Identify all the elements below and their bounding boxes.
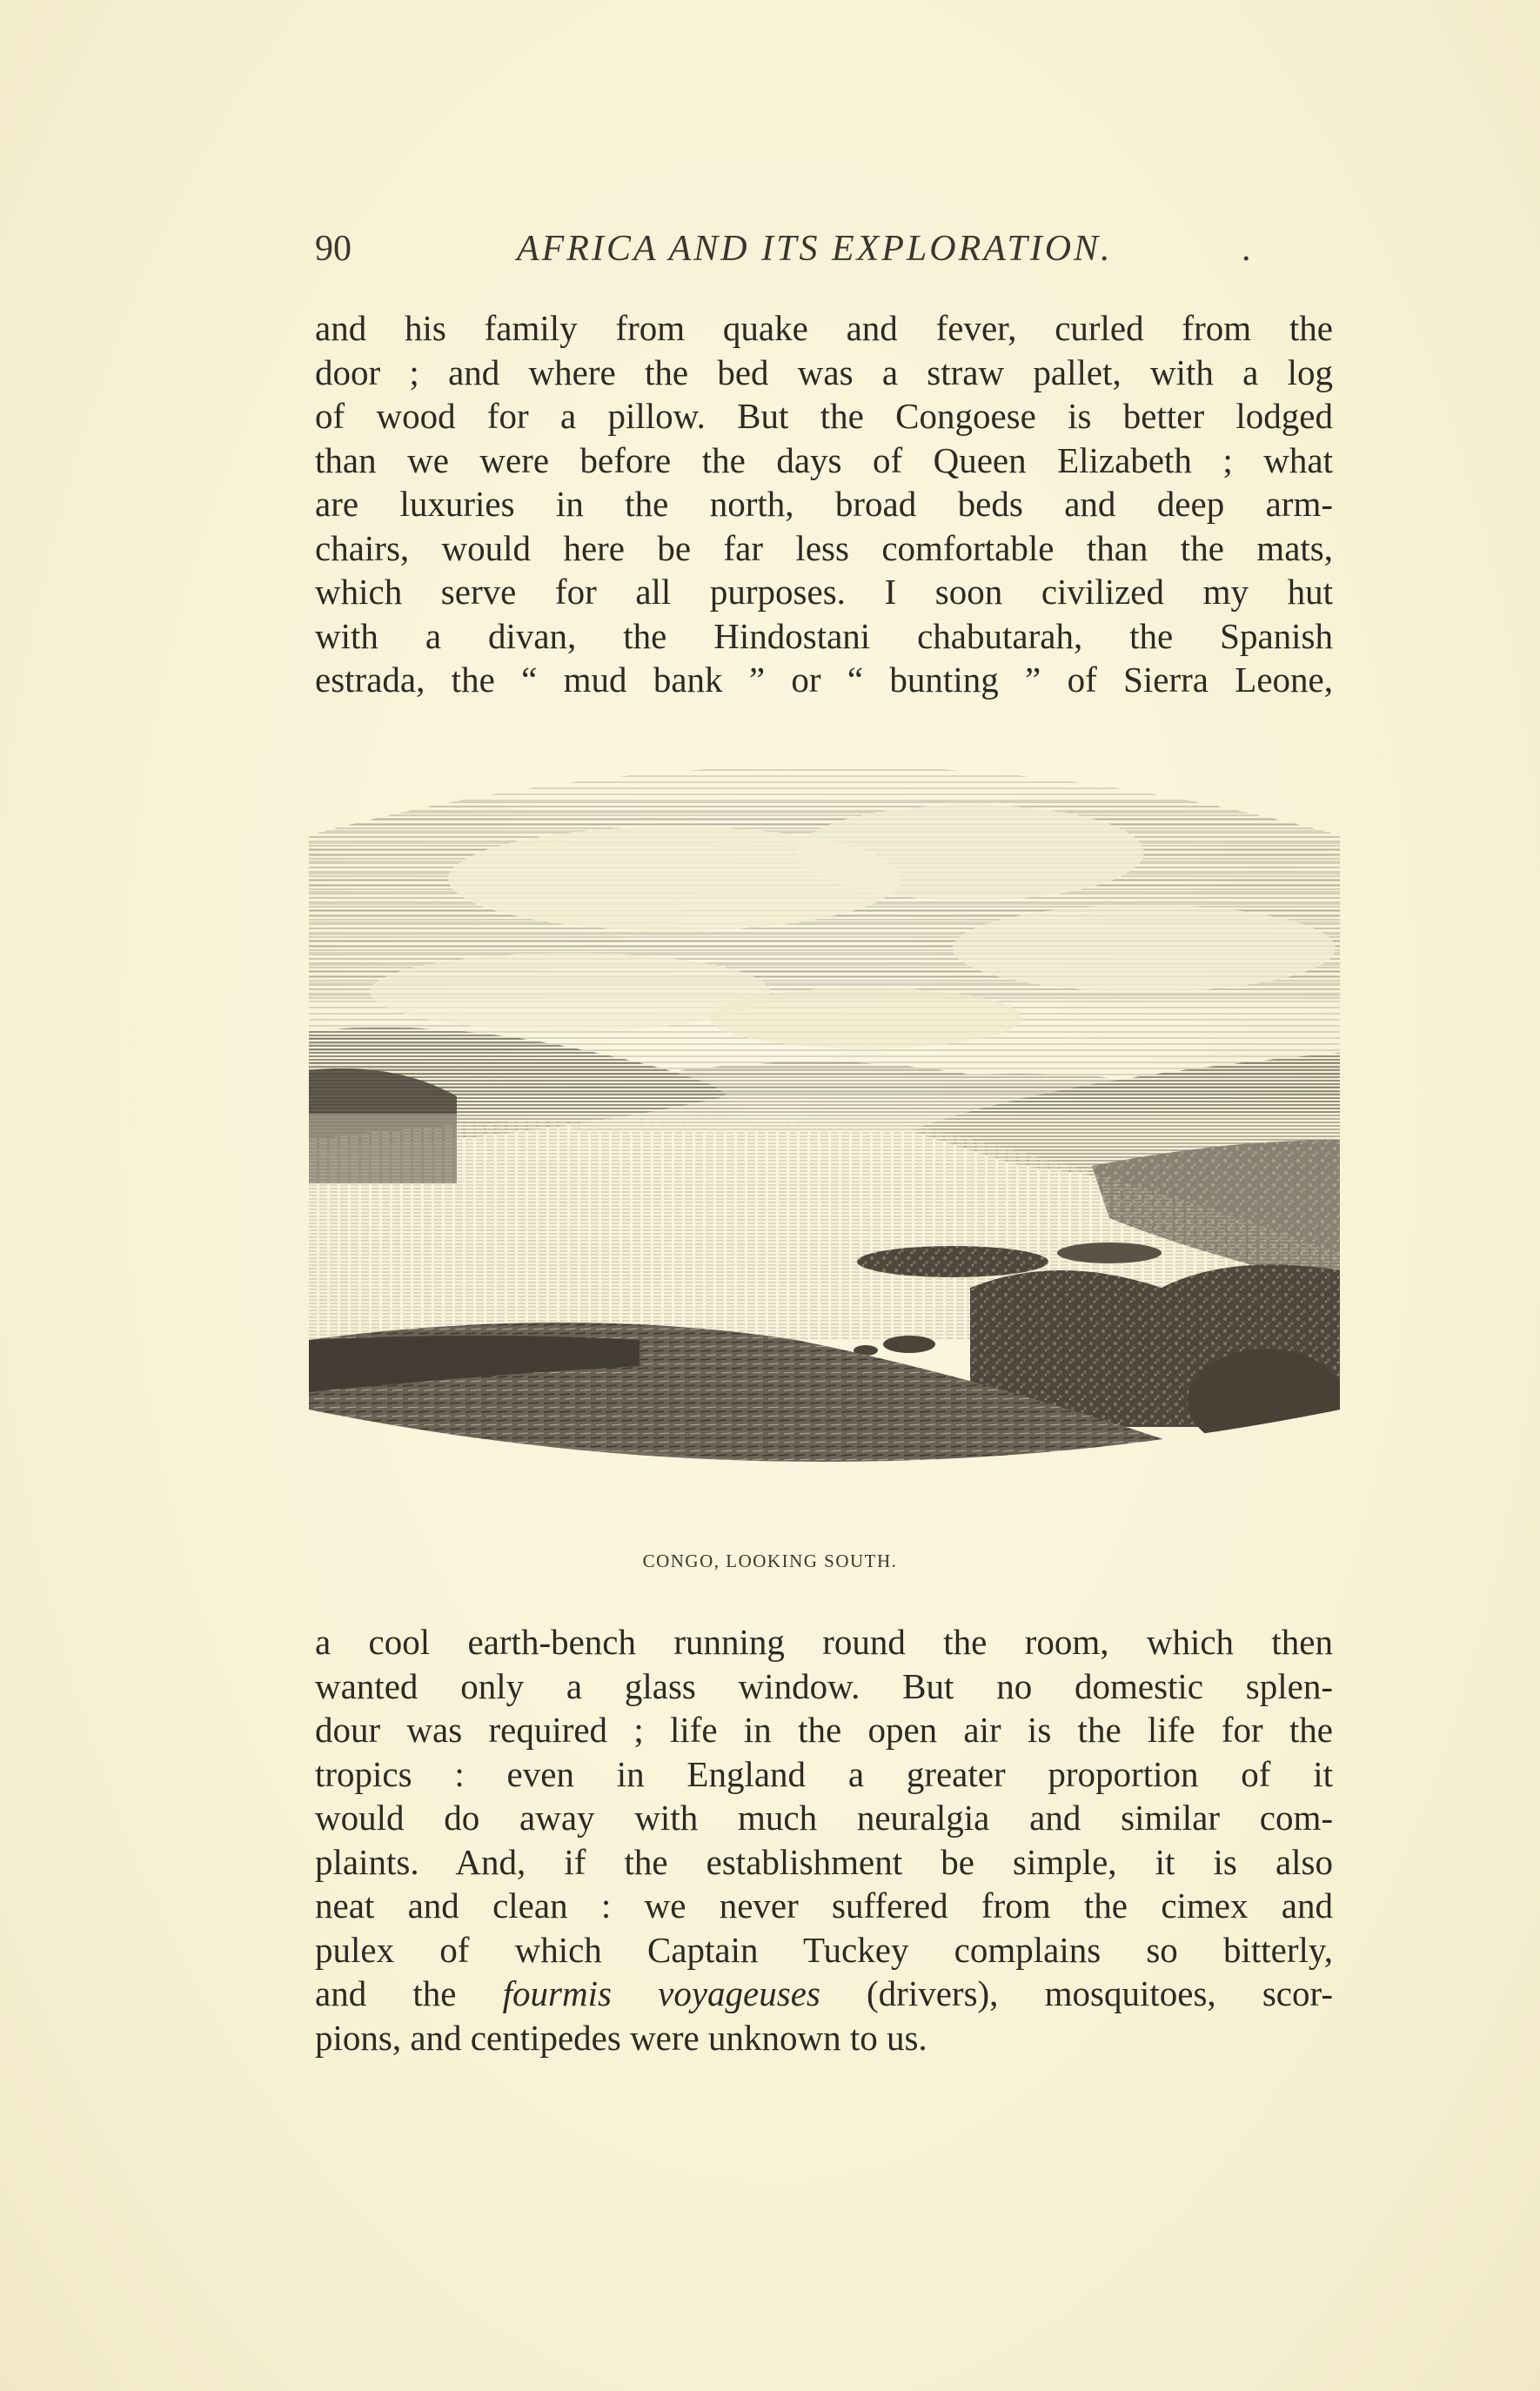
text-line: door ; and where the bed was a straw pallet, with a log bbox=[315, 352, 1333, 392]
text-line: tropics : even in England a greater proportion of it bbox=[315, 1753, 1333, 1794]
text-line: dour was required ; life in the open air is the life for the bbox=[315, 1710, 1333, 1750]
text-line: neat and clean : we never suffered from the cimex and bbox=[315, 1885, 1333, 1926]
figure-caption: CONGO, LOOKING SOUTH. bbox=[642, 1550, 898, 1571]
text-line: are luxuries in the north, broad beds and deep arm- bbox=[315, 484, 1333, 524]
text-line: would do away with much neuralgia and similar com- bbox=[315, 1798, 1333, 1838]
text-line: a cool earth-bench running round the room, which then bbox=[315, 1622, 1333, 1662]
running-header bbox=[315, 228, 1333, 280]
page-number: 90 bbox=[315, 229, 352, 269]
text-line-with-italic bbox=[315, 1972, 1333, 2016]
paragraph-top bbox=[315, 306, 1333, 702]
running-title: AFRICA AND ITS EXPLORATION. bbox=[517, 229, 1113, 269]
text-line: pulex of which Captain Tuckey complains so bitterly, bbox=[315, 1929, 1333, 1970]
text-line: wanted only a glass window. But no domestic splen- bbox=[315, 1665, 1333, 1706]
text-line: than we were before the days of Queen Elizabeth ; what bbox=[315, 439, 1333, 480]
paragraph-bottom bbox=[315, 1620, 1333, 2059]
text-line-final: pions, and centipedes were unknown to us. bbox=[315, 2017, 927, 2058]
header-mark: . bbox=[1242, 229, 1251, 269]
text-line: which serve for all purposes. I soon civilized my hut bbox=[315, 572, 1333, 612]
text-line: chairs, would here be far less comfortable than the mats, bbox=[315, 527, 1333, 568]
text-fragment: (drivers), mosquitoes, scor- bbox=[820, 1973, 1333, 2013]
italic-phrase: fourmis voyageuses bbox=[502, 1973, 820, 2013]
text-line: and his family from quake and fever, curled from the bbox=[315, 308, 1333, 348]
text-fragment: and the bbox=[315, 1973, 503, 2013]
text-line: plaints. And, if the establishment be simple, it is also bbox=[315, 1841, 1333, 1882]
text-line: of wood for a pillow. But the Congoese is better lodged bbox=[315, 396, 1333, 436]
text-line: estrada, the “ mud bank ” or “ bunting ” of Sierra Leone, bbox=[315, 660, 1333, 700]
engraving-illustration bbox=[309, 731, 1340, 1531]
text-line: with a divan, the Hindostani chabutarah, the Spanish bbox=[315, 615, 1333, 656]
